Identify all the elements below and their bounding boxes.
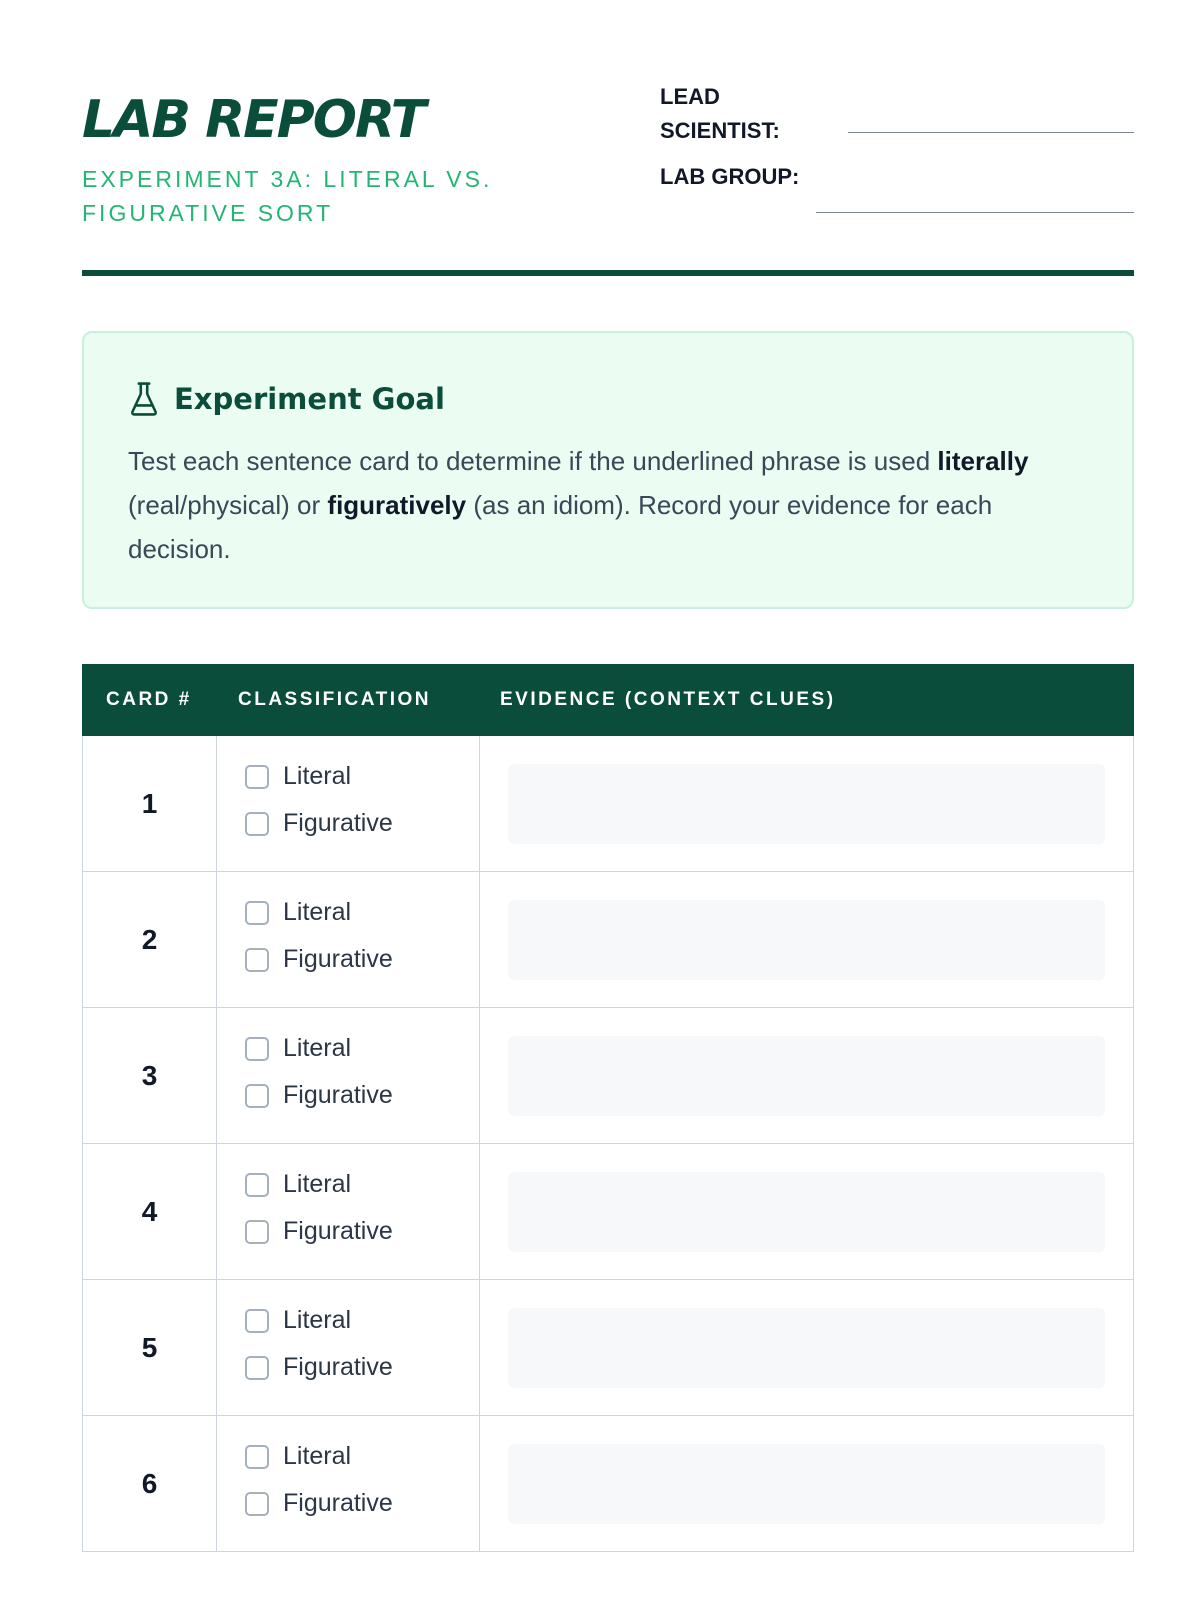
figurative-option[interactable] (245, 1353, 393, 1382)
card-number: 2 (83, 872, 217, 1007)
figurative-checkbox[interactable] (245, 1084, 269, 1108)
header-fields (660, 80, 1134, 240)
figurative-checkbox[interactable] (245, 812, 269, 836)
evidence-input[interactable] (508, 1308, 1105, 1388)
table-row (83, 1008, 1133, 1144)
evidence-cell (480, 1144, 1133, 1279)
figurative-option[interactable] (245, 1081, 393, 1110)
literal-label: Literal (283, 1306, 352, 1334)
evidence-cell (480, 1280, 1133, 1415)
card-number: 6 (83, 1416, 217, 1551)
card-number: 5 (83, 1280, 217, 1415)
evidence-input[interactable] (508, 1444, 1105, 1524)
goal-text-part: Test each sentence card to determine if the underlined phrase is used (128, 446, 938, 476)
literal-option[interactable] (245, 762, 351, 791)
flask-icon (128, 381, 160, 417)
evidence-cell (480, 1008, 1133, 1143)
figurative-label: Figurative (283, 1353, 393, 1381)
lead-scientist-label: LEAD SCIENTIST: (660, 84, 780, 143)
header-card-number: CARD # (106, 689, 192, 710)
figurative-label: Figurative (283, 809, 393, 837)
classification-cell (217, 1280, 480, 1415)
evidence-cell (480, 872, 1133, 1007)
classification-cell (217, 736, 480, 871)
lead-scientist-line[interactable] (848, 132, 1134, 133)
report-header (82, 76, 1134, 276)
table-row (83, 872, 1133, 1008)
figurative-checkbox[interactable] (245, 948, 269, 972)
goal-bold-figuratively: figuratively (327, 490, 467, 520)
header-divider (82, 270, 1134, 276)
lab-group-line[interactable] (816, 212, 1134, 213)
literal-checkbox[interactable] (245, 1309, 269, 1333)
classification-cell (217, 1416, 480, 1551)
literal-label: Literal (283, 1442, 352, 1470)
lab-group-field[interactable] (660, 160, 1134, 240)
figurative-checkbox[interactable] (245, 1492, 269, 1516)
card-number: 1 (83, 736, 217, 871)
goal-title: Experiment Goal (174, 382, 445, 416)
literal-checkbox[interactable] (245, 1445, 269, 1469)
table-row (83, 1280, 1133, 1416)
goal-description (128, 439, 1088, 571)
literal-option[interactable] (245, 1306, 351, 1335)
literal-label: Literal (283, 1034, 352, 1062)
goal-text-part: (real/physical) or (128, 490, 328, 520)
literal-option[interactable] (245, 1170, 351, 1199)
literal-checkbox[interactable] (245, 765, 269, 789)
literal-checkbox[interactable] (245, 1173, 269, 1197)
goal-text-part: (as an idiom). Record your evidence for each decision. (128, 490, 993, 564)
evidence-input[interactable] (508, 1036, 1105, 1116)
card-number: 3 (83, 1008, 217, 1143)
figurative-label: Figurative (283, 945, 393, 973)
evidence-input[interactable] (508, 764, 1105, 844)
figurative-option[interactable] (245, 809, 393, 838)
figurative-option[interactable] (245, 1489, 393, 1518)
literal-checkbox[interactable] (245, 1037, 269, 1061)
literal-option[interactable] (245, 898, 351, 927)
header-classification: CLASSIFICATION (238, 689, 431, 710)
experiment-goal-box (82, 331, 1134, 609)
evidence-input[interactable] (508, 1172, 1105, 1252)
report-title: LAB REPORT (82, 90, 425, 150)
card-number: 4 (83, 1144, 217, 1279)
classification-cell (217, 872, 480, 1007)
literal-option[interactable] (245, 1442, 351, 1471)
figurative-option[interactable] (245, 1217, 393, 1246)
table-row (83, 736, 1133, 872)
literal-label: Literal (283, 898, 352, 926)
lab-group-label: LAB GROUP: (660, 164, 800, 189)
figurative-label: Figurative (283, 1489, 393, 1517)
figurative-checkbox[interactable] (245, 1220, 269, 1244)
literal-option[interactable] (245, 1034, 351, 1063)
table-row (83, 1144, 1133, 1280)
evidence-cell (480, 1416, 1133, 1551)
goal-heading (128, 379, 445, 419)
figurative-label: Figurative (283, 1217, 393, 1245)
literal-checkbox[interactable] (245, 901, 269, 925)
experiment-subtitle: EXPERIMENT 3A: LITERAL VS. FIGURATIVE SORT (82, 166, 493, 226)
evidence-input[interactable] (508, 900, 1105, 980)
goal-bold-literally: literally (937, 446, 1029, 476)
figurative-option[interactable] (245, 945, 393, 974)
literal-label: Literal (283, 762, 352, 790)
table-header (82, 664, 1134, 736)
table-row (83, 1416, 1133, 1552)
literal-label: Literal (283, 1170, 352, 1198)
classification-cell (217, 1144, 480, 1279)
classification-table (82, 664, 1134, 1552)
classification-cell (217, 1008, 480, 1143)
lead-scientist-field[interactable] (660, 80, 1134, 160)
figurative-checkbox[interactable] (245, 1356, 269, 1380)
evidence-cell (480, 736, 1133, 871)
table-body (82, 736, 1134, 1552)
figurative-label: Figurative (283, 1081, 393, 1109)
header-evidence: EVIDENCE (CONTEXT CLUES) (500, 689, 836, 710)
